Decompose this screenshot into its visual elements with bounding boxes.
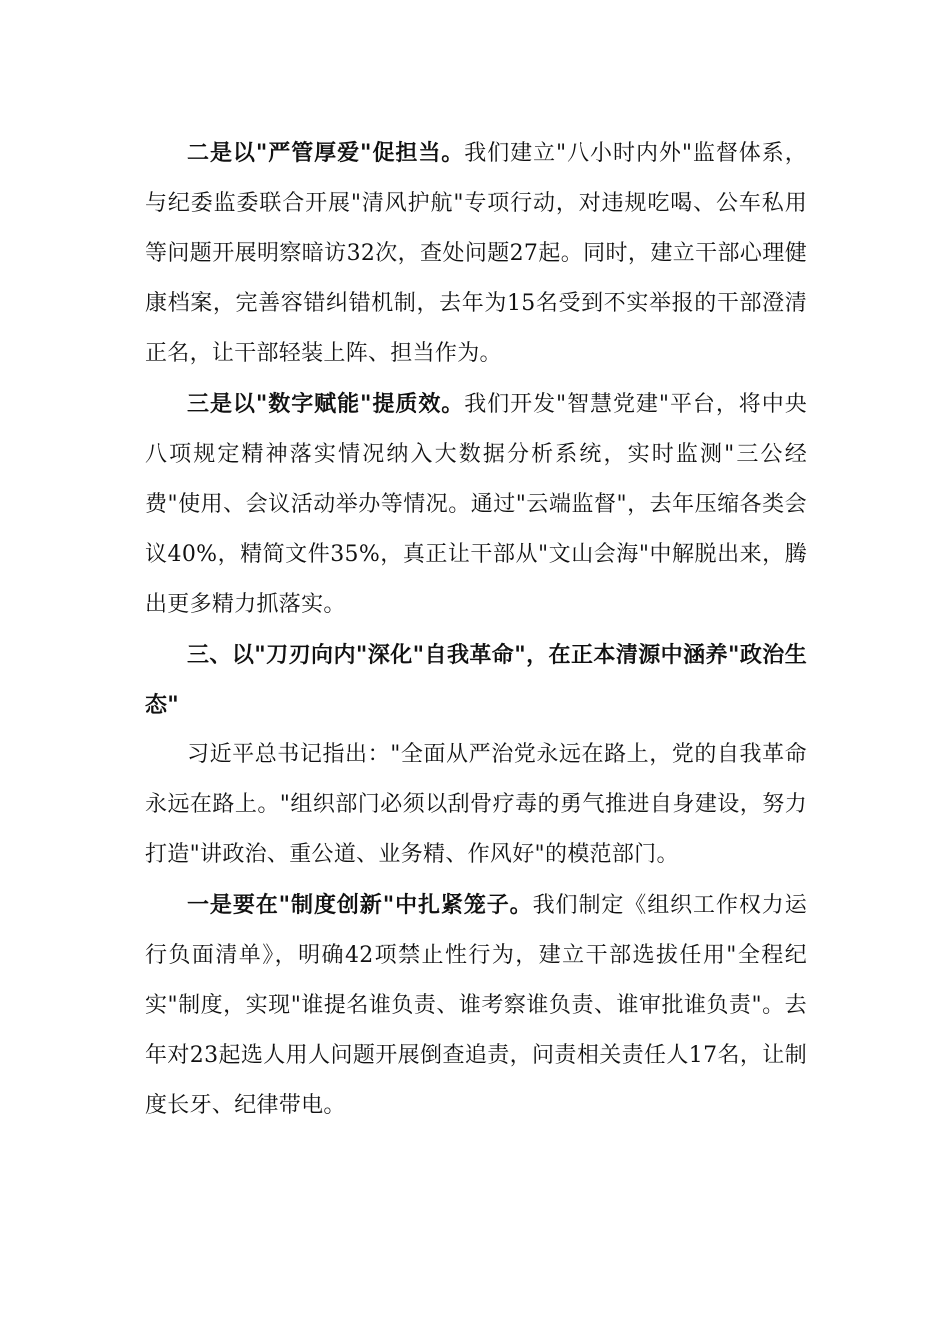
- paragraph-digital-empowerment: [145, 379, 807, 630]
- paragraph-lead: 一是要在"制度创新"中扎紧笼子。: [187, 892, 533, 918]
- paragraph-lead: 二是以"严管厚爱"促担当。: [187, 140, 465, 166]
- paragraph-body: 习近平总书记指出："全面从严治党永远在路上，党的自我革命永远在路上。"组织部门必须以刮骨疗毒的勇气推进自身建设，努力打造"讲政治、重公道、业务精、作风好"的模范部门。: [145, 742, 807, 867]
- paragraph-body: 我们制定《组织工作权力运行负面清单》，明确42项禁止性行为，建立干部选拔任用"全程纪实"制度，实现"谁提名谁负责、谁考察谁负责、谁审批谁负责"。去年对23起选人用人问题开展倒查追责，问责相关责任人17名，让制度长牙、纪律带电。: [145, 893, 807, 1118]
- section-heading: 三、以"刀刃向内"深化"自我革命"，在正本清源中涵养"政治生态": [145, 642, 807, 718]
- paragraph-lead: 三是以"数字赋能"提质效。: [187, 391, 465, 417]
- paragraph-body: 我们建立"八小时内外"监督体系，与纪委监委联合开展"清风护航"专项行动，对违规吃喝、公车私用等问题开展明察暗访32次，查处问题27起。同时，建立干部心理健康档案，完善容错纠错机制，去年为15名受到不实举报的干部澄清正名，让干部轻装上阵、担当作为。: [145, 141, 807, 366]
- paragraph-body: 我们开发"智慧党建"平台，将中央八项规定精神落实情况纳入大数据分析系统，实时监测"三公经费"使用、会议活动举办等情况。通过"云端监督"，去年压缩各类会议40%，精简文件35%，真正让干部从"文山会海"中解脱出来，腾出更多精力抓落实。: [145, 392, 807, 617]
- paragraph-quote: [145, 730, 807, 880]
- document-page: [145, 128, 807, 1131]
- paragraph-institutional-innovation: [145, 880, 807, 1131]
- paragraph-strict-management: [145, 128, 807, 379]
